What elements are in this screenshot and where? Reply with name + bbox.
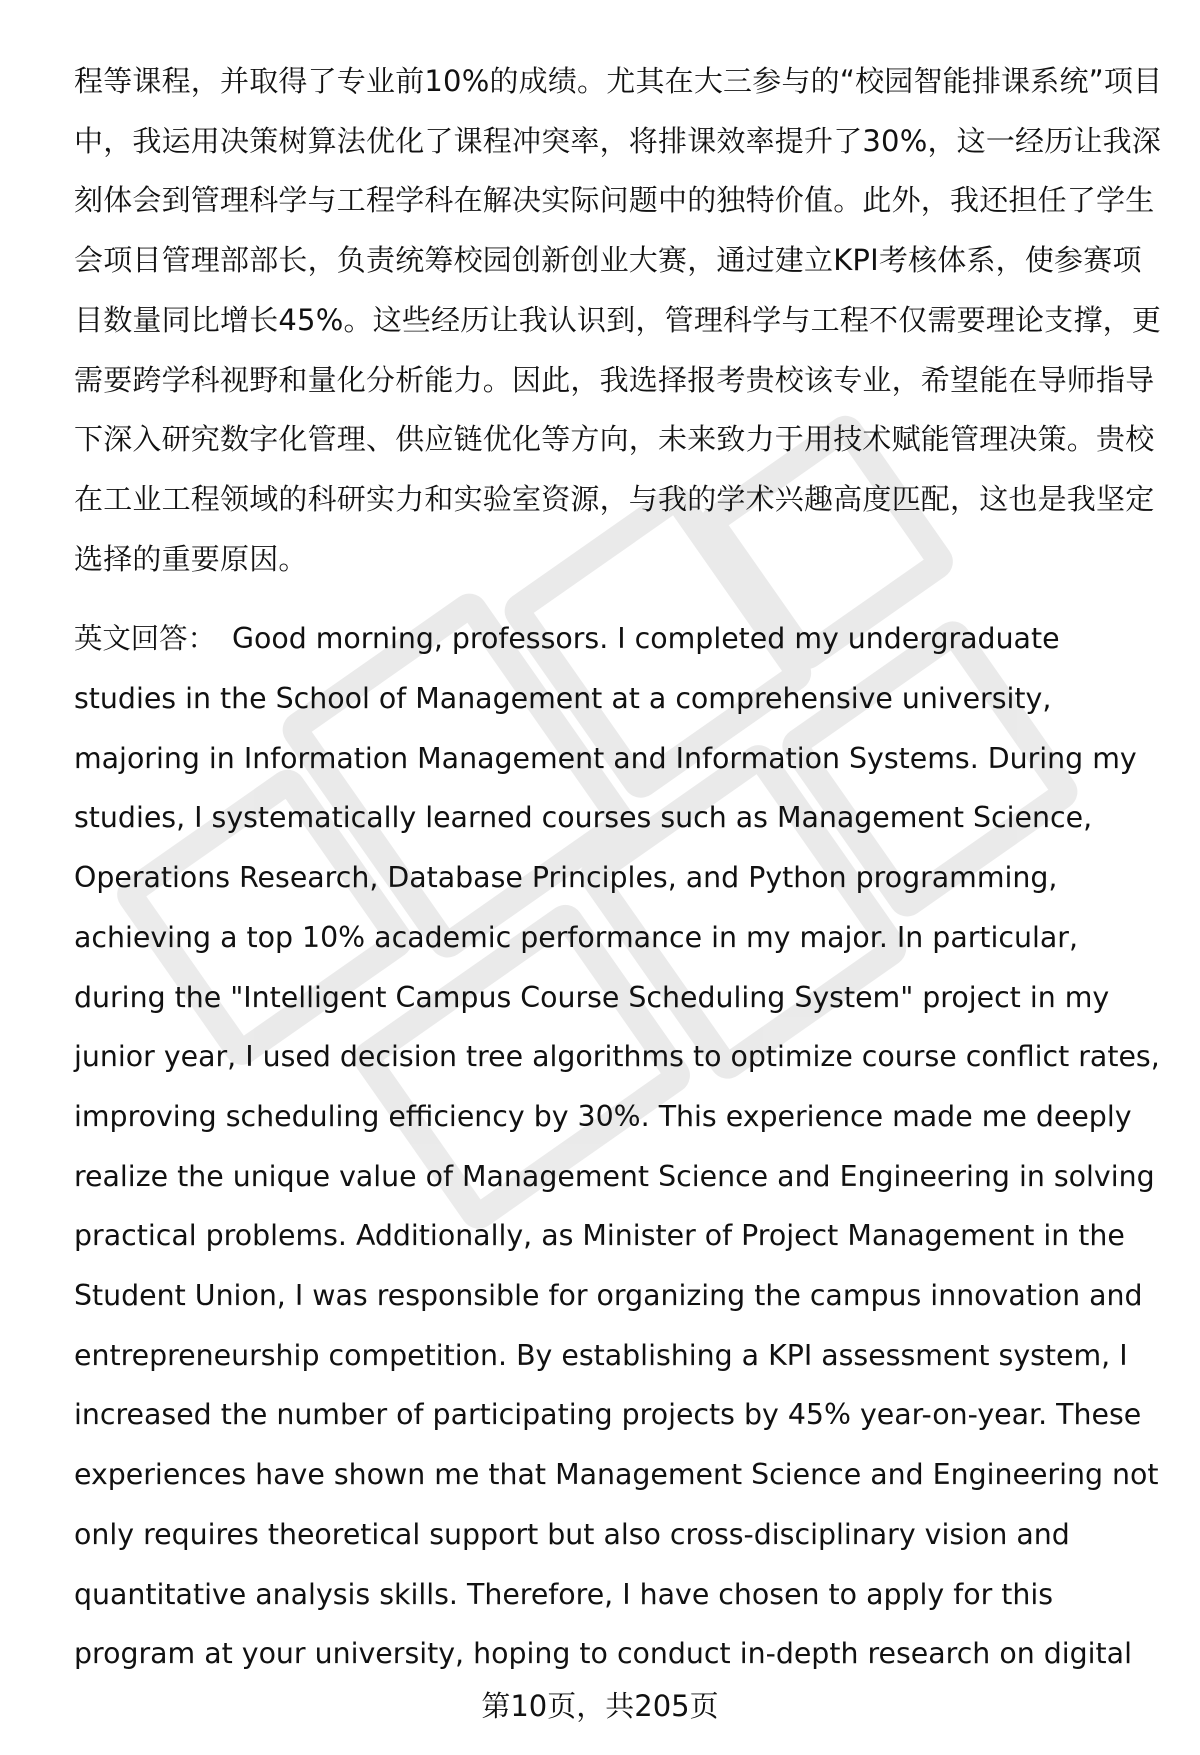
english-answer-paragraph xyxy=(74,609,1166,1684)
page-indicator: 第10页，共205页 xyxy=(481,1689,719,1723)
document-page xyxy=(74,52,1166,1684)
chinese-answer-paragraph: 程等课程，并取得了专业前10%的成绩。尤其在大三参与的“校园智能排课系统”项目中，我运用决策树算法优化了课程冲突率，将排课效率提升了30%，这一经历让我深刻体会到管理科学与工程学科在解决实际问题中的独特价值。此外，我还担任了学生会项目管理部部长，负责统筹校园创新创业大赛，通过建立KPI考核体系，使参赛项目数量同比增长45%。这些经历让我认识到，管理科学与工程不仅需要理论支撑，更需要跨学科视野和量化分析能力。因此，我选择报考贵校该专业，希望能在导师指导下深入研究数字化管理、供应链优化等方向，未来致力于用技术赋能管理决策。贵校在工业工程领域的科研实力和实验室资源，与我的学术兴趣高度匹配，这也是我坚定选择的重要原因。 xyxy=(74,64,1163,576)
english-answer-label: 英文回答： xyxy=(74,622,216,656)
english-answer-text: Good morning, professors. I completed my undergraduate studies in the School of Management at a comprehensive university, majoring in Information Management and Information Systems. During my studies, I systematically learned courses such as Management Science, Operations Research, Database Principles, and Python programming, achieving a top 10% academic performance in my major. In particular, during the "Intelligent Campus Course Scheduling System" project in my junior year, I used decision tree algorithms to optimize course conflict rates, improving scheduling efficiency by 30%. This experience made me deeply realize the unique value of Management Science and Engineering in solving practical problems. Additionally, as Minister of Project Management in the Student Union, I was responsible for organizing the campus innovation and entrepreneurship competition. By establishing a KPI assessment system, I increased the number of participating projects by 45% year-on-year. These experiences have shown me that Management Science and Engineering not only requires theoretical support but also cross-disciplinary vision and quantitative analysis skills. Therefore, I have chosen to apply for this program at your university, hoping to conduct in-depth research on digital xyxy=(74,622,1160,1671)
